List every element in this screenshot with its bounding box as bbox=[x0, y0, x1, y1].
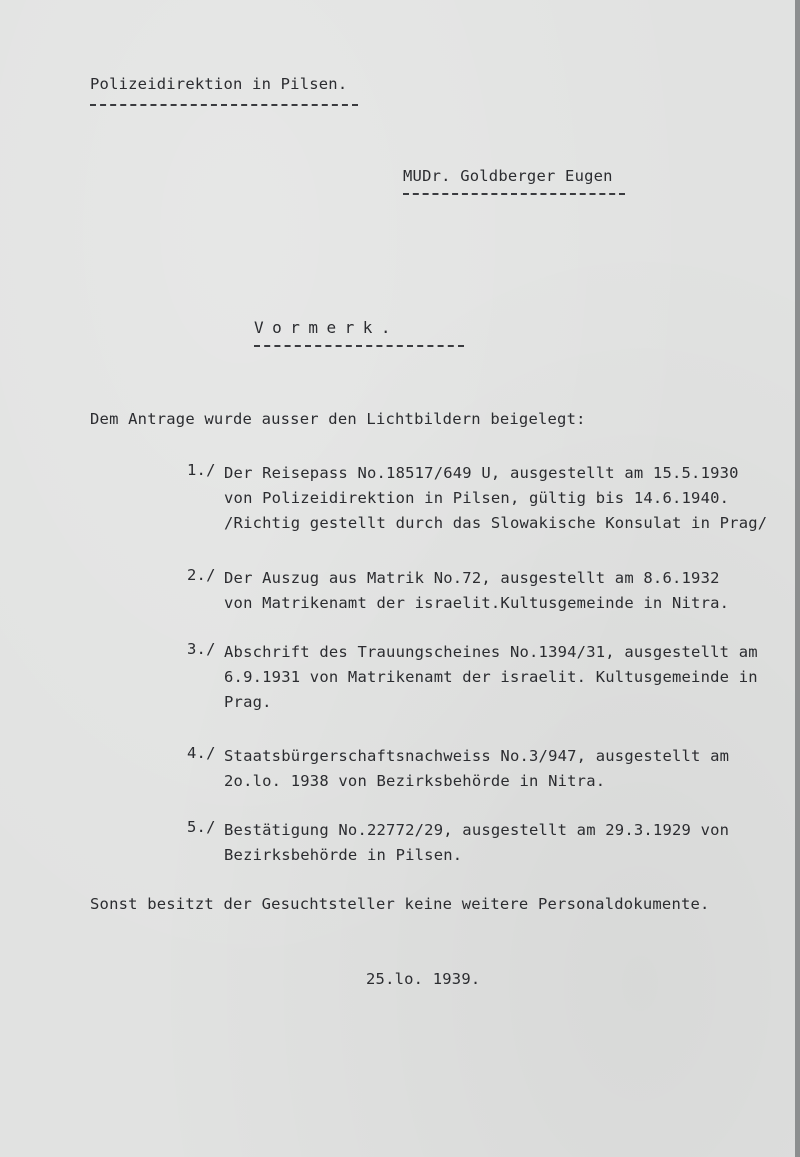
item-line: 6.9.1931 von Matrikenamt der israelit. Kultusgemeinde in bbox=[224, 668, 758, 686]
item-line: 2o.lo. 1938 von Bezirksbehörde in Nitra. bbox=[224, 772, 606, 790]
list-item bbox=[224, 461, 767, 536]
authority-heading: Polizeidirektion in Pilsen. bbox=[90, 75, 348, 93]
item-number: 5./ bbox=[187, 818, 216, 836]
person-name: MUDr. Goldberger Eugen bbox=[403, 167, 613, 185]
item-line: von Polizeidirektion in Pilsen, gültig bis 14.6.1940. bbox=[224, 489, 730, 507]
item-line: Prag. bbox=[224, 693, 272, 711]
item-number: 3./ bbox=[187, 640, 216, 658]
item-line: Der Reisepass No.18517/649 U, ausgestellt am 15.5.1930 bbox=[224, 464, 739, 482]
item-line: Staatsbürgerschaftsnachweiss No.3/947, ausgestellt am bbox=[224, 747, 730, 765]
page-edge-shadow bbox=[795, 0, 800, 1157]
list-item bbox=[224, 744, 729, 794]
person-underline bbox=[403, 193, 625, 195]
intro-text: Dem Antrage wurde ausser den Lichtbildern beigelegt: bbox=[90, 410, 586, 428]
item-number: 2./ bbox=[187, 566, 216, 584]
document-title: Vormerk. bbox=[254, 318, 400, 337]
item-number: 4./ bbox=[187, 744, 216, 762]
item-line: Bezirksbehörde in Pilsen. bbox=[224, 846, 463, 864]
item-line: Bestätigung No.22772/29, ausgestellt am 29.3.1929 von bbox=[224, 821, 730, 839]
item-line: von Matrikenamt der israelit.Kultusgemeinde in Nitra. bbox=[224, 594, 730, 612]
list-item bbox=[224, 640, 758, 715]
authority-underline bbox=[90, 104, 358, 106]
document-date: 25.lo. 1939. bbox=[366, 970, 481, 988]
title-underline bbox=[254, 345, 464, 347]
list-item bbox=[224, 818, 729, 868]
item-line: /Richtig gestellt durch das Slowakische Konsulat in Prag/ bbox=[224, 514, 768, 532]
list-item bbox=[224, 566, 729, 616]
item-line: Abschrift des Trauungscheines No.1394/31, ausgestellt am bbox=[224, 643, 758, 661]
item-line: Der Auszug aus Matrik No.72, ausgestellt am 8.6.1932 bbox=[224, 569, 720, 587]
closing-text: Sonst besitzt der Gesuchtsteller keine weitere Personaldokumente. bbox=[90, 895, 710, 913]
item-number: 1./ bbox=[187, 461, 216, 479]
